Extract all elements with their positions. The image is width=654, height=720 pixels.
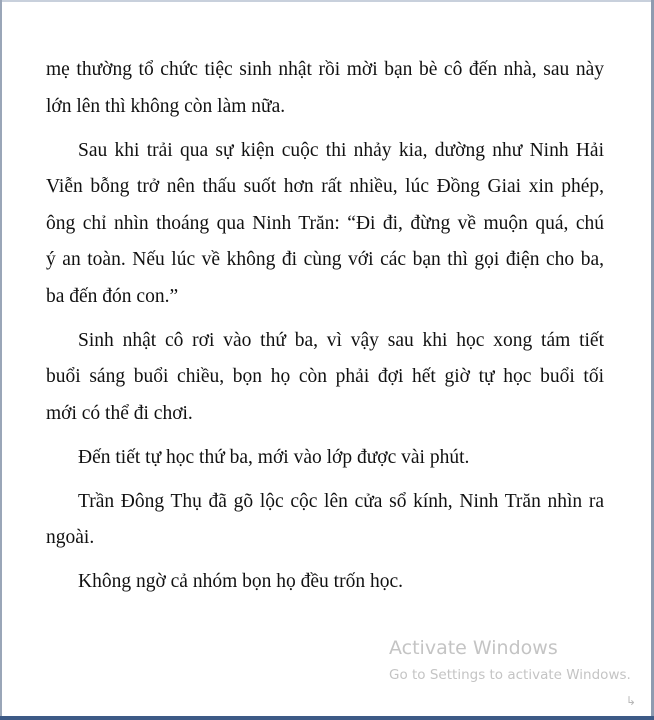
text-line: ông chỉ nhìn thoáng qua Ninh Trăn: “Đi đi, đừng về muộn quá, chú bbox=[46, 212, 604, 234]
text-line: ba đến đón con.” bbox=[46, 285, 179, 307]
watermark-title: Activate Windows bbox=[389, 637, 558, 659]
window-frame-bottom bbox=[0, 716, 654, 720]
text-line: mẹ thường tổ chức tiệc sinh nhật rồi mời bạn bè cô đến nhà, sau này bbox=[46, 59, 604, 80]
paragraph bbox=[46, 52, 604, 125]
paragraph bbox=[46, 440, 604, 477]
text-line: Viễn bỗng trở nên thấu suốt hơn rất nhiều, lúc Đồng Giai xin phép, bbox=[46, 176, 604, 197]
text-line: Trần Đông Thụ đã gõ lộc cộc lên cửa sổ kính, Ninh Trăn nhìn ra bbox=[78, 490, 604, 512]
paragraph bbox=[46, 133, 604, 316]
text-line: Sinh nhật cô rơi vào thứ ba, vì vậy sau khi học xong tám tiết bbox=[78, 329, 604, 351]
paragraph bbox=[46, 323, 604, 433]
text-line: ngoài. bbox=[46, 527, 95, 548]
text-line: Đến tiết tự học thứ ba, mới vào lớp được vài phút. bbox=[78, 446, 470, 468]
window-frame-top bbox=[0, 0, 654, 2]
activate-windows-watermark bbox=[389, 636, 631, 686]
window-frame-left bbox=[0, 0, 2, 720]
paragraph bbox=[46, 484, 604, 557]
text-line: Sau khi trải qua sự kiện cuộc thi nhảy kia, dường như Ninh Hải bbox=[78, 139, 604, 161]
text-line: mới có thể đi chơi. bbox=[46, 402, 193, 424]
watermark-subtitle: Go to Settings to activate Windows. bbox=[389, 667, 631, 683]
text-line: buổi sáng buổi chiều, bọn họ còn phải đợi hết giờ tự học buổi tối bbox=[46, 366, 604, 387]
paragraph bbox=[46, 564, 604, 601]
paragraph-return-arrow-icon: ↳ bbox=[626, 694, 637, 708]
text-line: lớn lên thì không còn làm nữa. bbox=[46, 95, 286, 117]
text-line: Không ngờ cả nhóm bọn họ đều trốn học. bbox=[78, 571, 403, 592]
document-body bbox=[46, 52, 604, 608]
text-line: ý an toàn. Nếu lúc về không đi cùng với các bạn thì gọi điện cho ba, bbox=[46, 249, 604, 270]
